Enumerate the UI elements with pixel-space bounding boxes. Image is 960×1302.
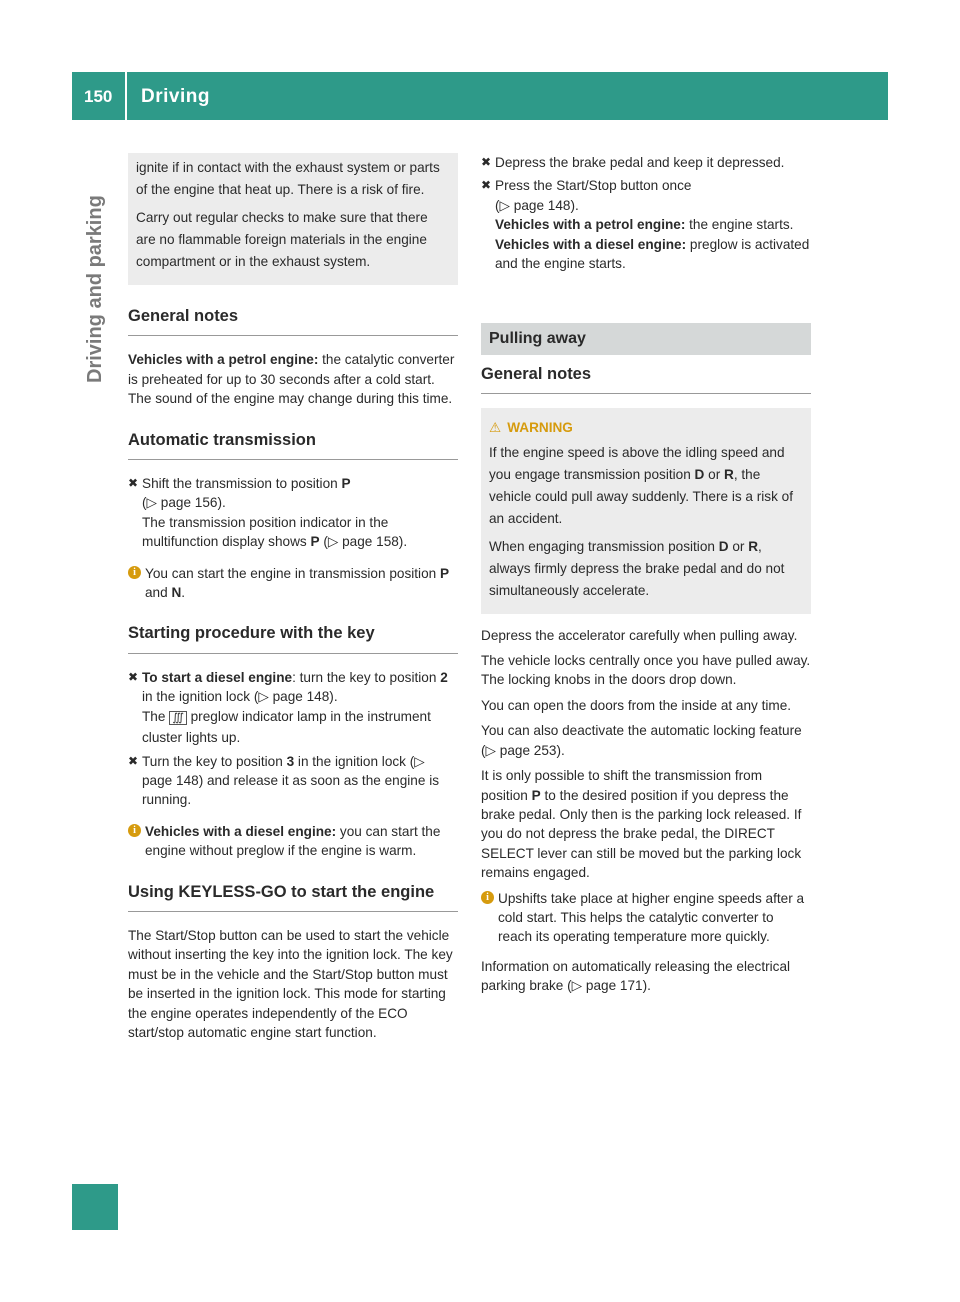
body-paragraph: The vehicle locks centrally once you have pulled away. The locking knobs in the doors drop down.: [481, 653, 811, 688]
warning-title: ⚠ WARNING: [489, 418, 803, 437]
step-item: ✖ Depress the brake pedal and keep it depressed.: [481, 153, 811, 172]
step-arrow-icon: ✖: [481, 178, 492, 193]
info-icon: i: [128, 824, 141, 837]
step-item: ✖ To start a diesel engine: turn the key to position 2 in the ignition lock (▷ page 148). The ∭ preglow indicator lamp in the instrument cluster lights up.: [128, 669, 448, 746]
warning-text: When engaging transmission position D or R, always firmly depress the brake pedal and do not simultaneously accelerate.: [489, 538, 785, 598]
body-paragraph: It is only possible to shift the transmission from position P to the desired position if you depress the brake pedal. Only then is the parking lock released. If you do not depress the brake pedal, the DIRECT SELECT lever can still be moved but the parking lock remains engaged.: [481, 768, 802, 881]
warning-text: If the engine speed is above the idling speed and you engage transmission position D or R, the vehicle could pull away suddenly. There is a risk of an accident.: [489, 444, 794, 526]
header-divider: [125, 72, 127, 120]
fire-warning-box: [128, 153, 458, 285]
step-item: ✖ Shift the transmission to position P (▷ page 156). The transmission position indicator in the multifunction display shows P (▷ page 158).: [128, 476, 408, 550]
body-paragraph: You can also deactivate the automatic locking feature (▷ page 253).: [481, 723, 802, 758]
page-ref-link[interactable]: (▷ page 148).: [495, 197, 579, 213]
starting-procedure-heading: Starting procedure with the key: [128, 624, 458, 653]
page-number: 150: [84, 87, 113, 106]
section-title: Driving: [141, 86, 210, 107]
general-notes-heading: General notes: [128, 307, 458, 336]
right-column: [481, 153, 811, 1002]
info-note: i You can start the engine in transmission position P and N.: [128, 564, 458, 603]
warning-triangle-icon: ⚠: [489, 420, 502, 436]
keyless-go-text: The Start/Stop button can be used to start the vehicle without inserting the key into the ignition lock. The key must be in the vehicle and the Start/Stop button must be inserted in the ignition lock. This mode for starting the engine operates independently of the ECO start/stop automatic engine start function.: [128, 927, 453, 1040]
general-notes-text: Vehicles with a petrol engine: the catalytic converter is preheated for up to 30 seconds after a cold start. The sound of the engine may change during this time.: [128, 352, 455, 407]
side-tab-label: Driving and parking: [84, 195, 106, 383]
side-tab-marker: [72, 1184, 118, 1230]
info-icon: i: [128, 566, 141, 579]
step-item: ✖ Turn the key to position 3 in the ignition lock (▷ page 148) and release it as soon as the engine is running.: [128, 753, 440, 808]
body-paragraph: You can open the doors from the inside at any time.: [481, 697, 792, 713]
pulling-away-banner: Pulling away: [481, 323, 811, 354]
keyless-go-heading: Using KEYLESS-GO to start the engine: [128, 883, 458, 912]
left-column: [128, 153, 458, 1048]
general-notes-heading: General notes: [481, 365, 811, 394]
step-arrow-icon: ✖: [128, 669, 139, 684]
preglow-icon: ∭: [169, 711, 187, 725]
info-icon: i: [481, 891, 494, 904]
step-item: ✖ Press the Start/Stop button once (▷ page 148). Vehicles with a petrol engine: the engine starts. Vehicles with a diesel engine: preglow is activated and the engine starts.: [481, 178, 810, 272]
fire-warning-text: ignite if in contact with the exhaust system or parts of the engine that heat up. There is a risk of fire.: [136, 160, 440, 197]
page-ref-link[interactable]: in the ignition lock (▷ page 148).: [142, 689, 338, 705]
info-note: i Vehicles with a diesel engine: you can start the engine without preglow if the engine is warm.: [128, 822, 458, 861]
auto-transmission-heading: Automatic transmission: [128, 431, 458, 460]
page-ref-link[interactable]: (▷ page 156).: [142, 495, 226, 511]
fire-warning-text: Carry out regular checks to make sure that there are no flammable foreign materials in the engine compartment or in the exhaust system.: [136, 210, 428, 269]
step-arrow-icon: ✖: [481, 155, 492, 169]
body-paragraph: Depress the accelerator carefully when pulling away.: [481, 627, 798, 643]
info-note: i Upshifts take place at higher engine speeds after a cold start. This helps the catalytic converter to reach its operating temperature more quickly.: [481, 889, 811, 947]
step-arrow-icon: ✖: [128, 753, 139, 768]
step-arrow-icon: ✖: [128, 476, 139, 491]
warning-box: [481, 408, 811, 613]
page-ref-link[interactable]: (▷ page 158).: [319, 534, 408, 550]
body-paragraph: Information on automatically releasing the electrical parking brake (▷ page 171).: [481, 958, 791, 994]
